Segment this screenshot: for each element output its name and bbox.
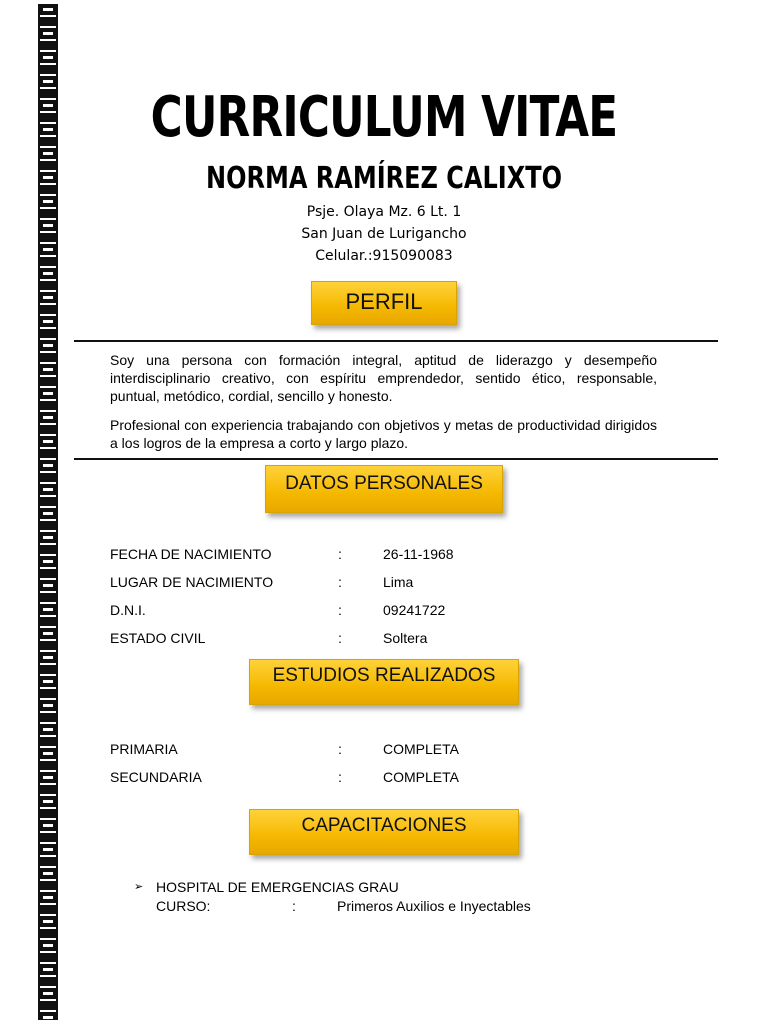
row-separator: :: [338, 769, 342, 785]
row-separator: :: [292, 898, 296, 914]
row-separator: :: [338, 546, 342, 562]
row-label: PRIMARIA: [110, 741, 178, 757]
row-label: LUGAR DE NACIMIENTO: [110, 574, 274, 590]
address-line-2: San Juan de Lurigancho: [301, 226, 467, 242]
arrow-bullet-icon: ➢: [134, 881, 144, 893]
row-label: ESTADO CIVIL: [110, 630, 206, 646]
capacitacion-course: Primeros Auxilios e Inyectables: [337, 898, 531, 914]
row-separator: :: [338, 630, 342, 646]
row-value: 26-11-1968: [383, 546, 454, 562]
document-title: CURRICULUM VITAE: [150, 85, 618, 150]
row-separator: :: [338, 574, 342, 590]
row-value: COMPLETA: [383, 769, 459, 785]
section-heading-perfil: PERFIL: [311, 281, 457, 325]
row-label: D.N.I.: [110, 602, 146, 618]
perfil-paragraph-2: Profesional con experiencia trabajando con objetivos y metas de productividad dirigidos a los logros de la empresa a corto y largo plazo.: [110, 417, 657, 451]
section-heading-datos-personales: DATOS PERSONALES: [265, 465, 503, 513]
capacitacion-institution: HOSPITAL DE EMERGENCIAS GRAU: [156, 879, 399, 895]
section-heading-capacitaciones: CAPACITACIONES: [249, 809, 519, 855]
row-value: Lima: [383, 574, 414, 590]
person-name: NORMA RAMÍREZ CALIXTO: [206, 161, 562, 196]
row-label: FECHA DE NACIMIENTO: [110, 546, 272, 562]
section-heading-estudios: ESTUDIOS REALIZADOS: [249, 659, 519, 705]
row-separator: :: [338, 602, 342, 618]
phone-number: Celular.:915090083: [315, 248, 453, 264]
divider-top: [74, 340, 718, 342]
perfil-paragraph-1: Soy una persona con formación integral, aptitud de liderazgo y desempeño interdisciplinario creativo, con espíritu emprendedor, sentido ético, responsable, puntual, metódico, cordial, sencillo y honesto.: [110, 352, 657, 404]
capacitacion-course-label: CURSO:: [156, 898, 211, 914]
decorative-border: [38, 4, 58, 1020]
divider-bottom: [74, 458, 718, 460]
row-value: Soltera: [383, 630, 428, 646]
row-value: 09241722: [383, 602, 446, 618]
row-label: SECUNDARIA: [110, 769, 202, 785]
address-line-1: Psje. Olaya Mz. 6 Lt. 1: [306, 204, 462, 220]
row-value: COMPLETA: [383, 741, 459, 757]
row-separator: :: [338, 741, 342, 757]
